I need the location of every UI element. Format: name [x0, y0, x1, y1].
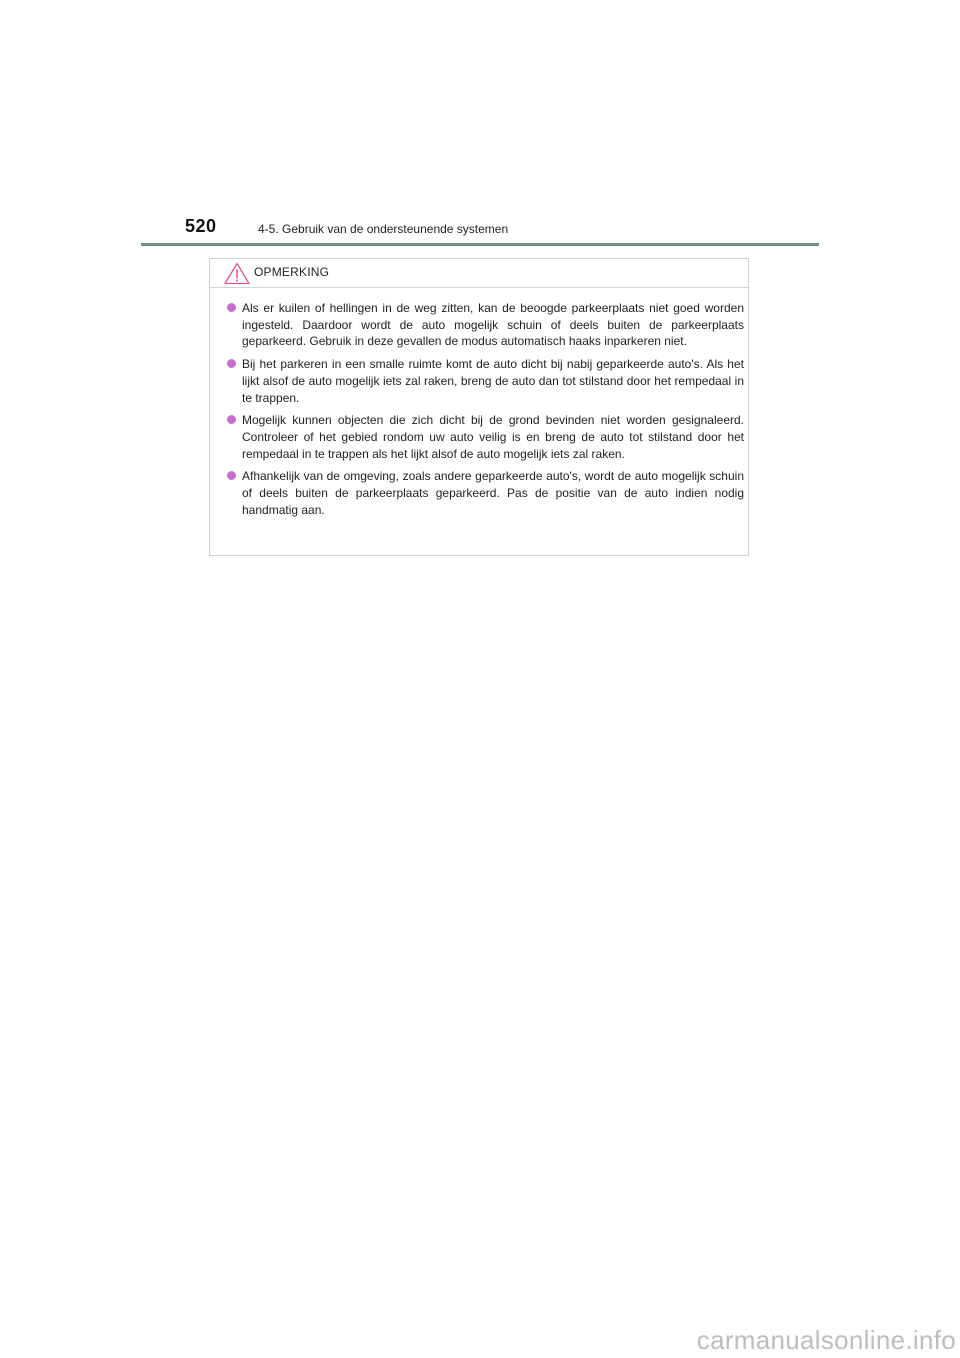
notice-item-text: Mogelijk kunnen objecten die zich dicht bij de grond bevinden niet worden gesignaleerd. Controleer of het gebied rondom uw auto veilig is en breng de auto tot stilstand door het rempedaal in te trappen als het lijkt alsof de auto mogelijk iets zal raken.: [242, 413, 744, 461]
notice-item-text: Afhankelijk van de omgeving, zoals andere geparkeerde auto's, wordt de auto mogelijk schuin of deels buiten de parkeerplaats geparkeerd. Pas de positie van de auto indien nodig handmatig aan.: [242, 469, 744, 517]
bullet-dot-icon: [227, 359, 236, 368]
notice-item-text: Bij het parkeren in een smalle ruimte komt de auto dicht bij nabij geparkeerde auto's. Als het lijkt alsof de auto mogelijk iets zal raken, breng de auto dan tot stilstand door het rempedaal in te trappen.: [242, 357, 744, 405]
header-rule: [141, 243, 819, 246]
watermark: carmanualsonline.info: [696, 1325, 956, 1355]
notice-item: [226, 356, 744, 406]
notice-list: [226, 300, 744, 524]
bullet-dot-icon: [227, 303, 236, 312]
bullet-dot-icon: [227, 471, 236, 480]
notice-item-text: Als er kuilen of hellingen in de weg zitten, kan de beoogde parkeerplaats niet goed worden ingesteld. Daardoor wordt de auto mogelijk schuin of deels buiten de parkeerplaats geparkeerd. Gebruik in deze gevallen de modus automatisch haaks inparkeren niet.: [242, 301, 744, 349]
bullet-dot-icon: [227, 415, 236, 424]
notice-box: [209, 258, 749, 556]
notice-item: [226, 412, 744, 462]
notice-item: [226, 300, 744, 350]
section-title: 4-5. Gebruik van de ondersteunende systemen: [258, 222, 509, 236]
page-number: 520: [185, 216, 217, 236]
notice-item: [226, 468, 744, 518]
notice-header: [210, 259, 748, 288]
notice-title: OPMERKING: [254, 265, 330, 279]
warning-triangle-icon: [224, 262, 250, 285]
